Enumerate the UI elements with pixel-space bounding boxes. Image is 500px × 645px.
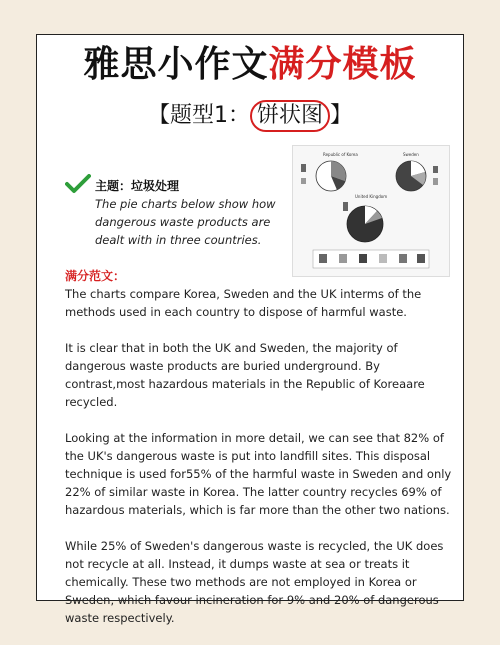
thumb-title-korea: Republic of Korea [323,152,358,157]
thumb-icon-sweden-2 [433,178,438,185]
circled-chart-type: 饼状图 [250,100,330,132]
essay-paragraph-3: Looking at the information in more detail, we can see that 82% of the UK's dangerous waste is put into landfill sites. This disposal technique is used for55% of the harmful waste in Sweden and only 22% of similar waste in Korea. The latter country recycles 69% of hazardous materials, which is far more than the other two nations. [65,431,452,517]
essay-paragraph-4: While 25% of Sweden's dangerous waste is recycled, the UK does not recycle at all. Instead, it dumps waste at sea or treats it chemically. These two methods are not employed in Korea or Sweden, which favour incineration for 9% and 20% of dangerous waste respectively. [65,539,444,625]
pie-charts-image [293,146,449,276]
model-essay [65,267,457,645]
thumb-icon-sweden-1 [433,166,438,173]
thumb-icon-korea-1 [301,164,306,172]
thumb-icon-uk [343,202,348,211]
thumb-icon-korea-2 [301,178,306,184]
topic-description: The pie charts below show how dangerous waste products are dealt with in three countries. [95,197,276,247]
subtitle-suffix: 】 [330,103,353,128]
thumb-title-sweden: Sweden [403,152,419,157]
title-part-red: 满分模板 [268,44,417,85]
content-card [36,34,464,625]
essay-paragraph-2: It is clear that in both the UK and Sweden, the majority of dangerous waste products are buried underground. By contrast,most hazardous materials in the Republic of Koreaare recycled. [65,341,425,409]
page-title [37,43,463,87]
thumb-title-uk: United Kingdom [355,194,388,199]
essay-paragraph-1: The charts compare Korea, Sweden and the UK interms of the methods used in each country to dispose of harmful waste. [65,287,422,319]
question-type-subtitle [37,99,463,133]
subtitle-prefix: 【题型1： [147,103,250,128]
topic-label: 主题：垃圾处理 [95,179,180,193]
essay-heading: 满分范文： [65,269,126,283]
topic-block [67,177,297,249]
title-part-black: 雅思小作文 [83,44,269,85]
checkmark-icon [65,174,91,194]
pie-charts-thumbnail [292,145,450,277]
